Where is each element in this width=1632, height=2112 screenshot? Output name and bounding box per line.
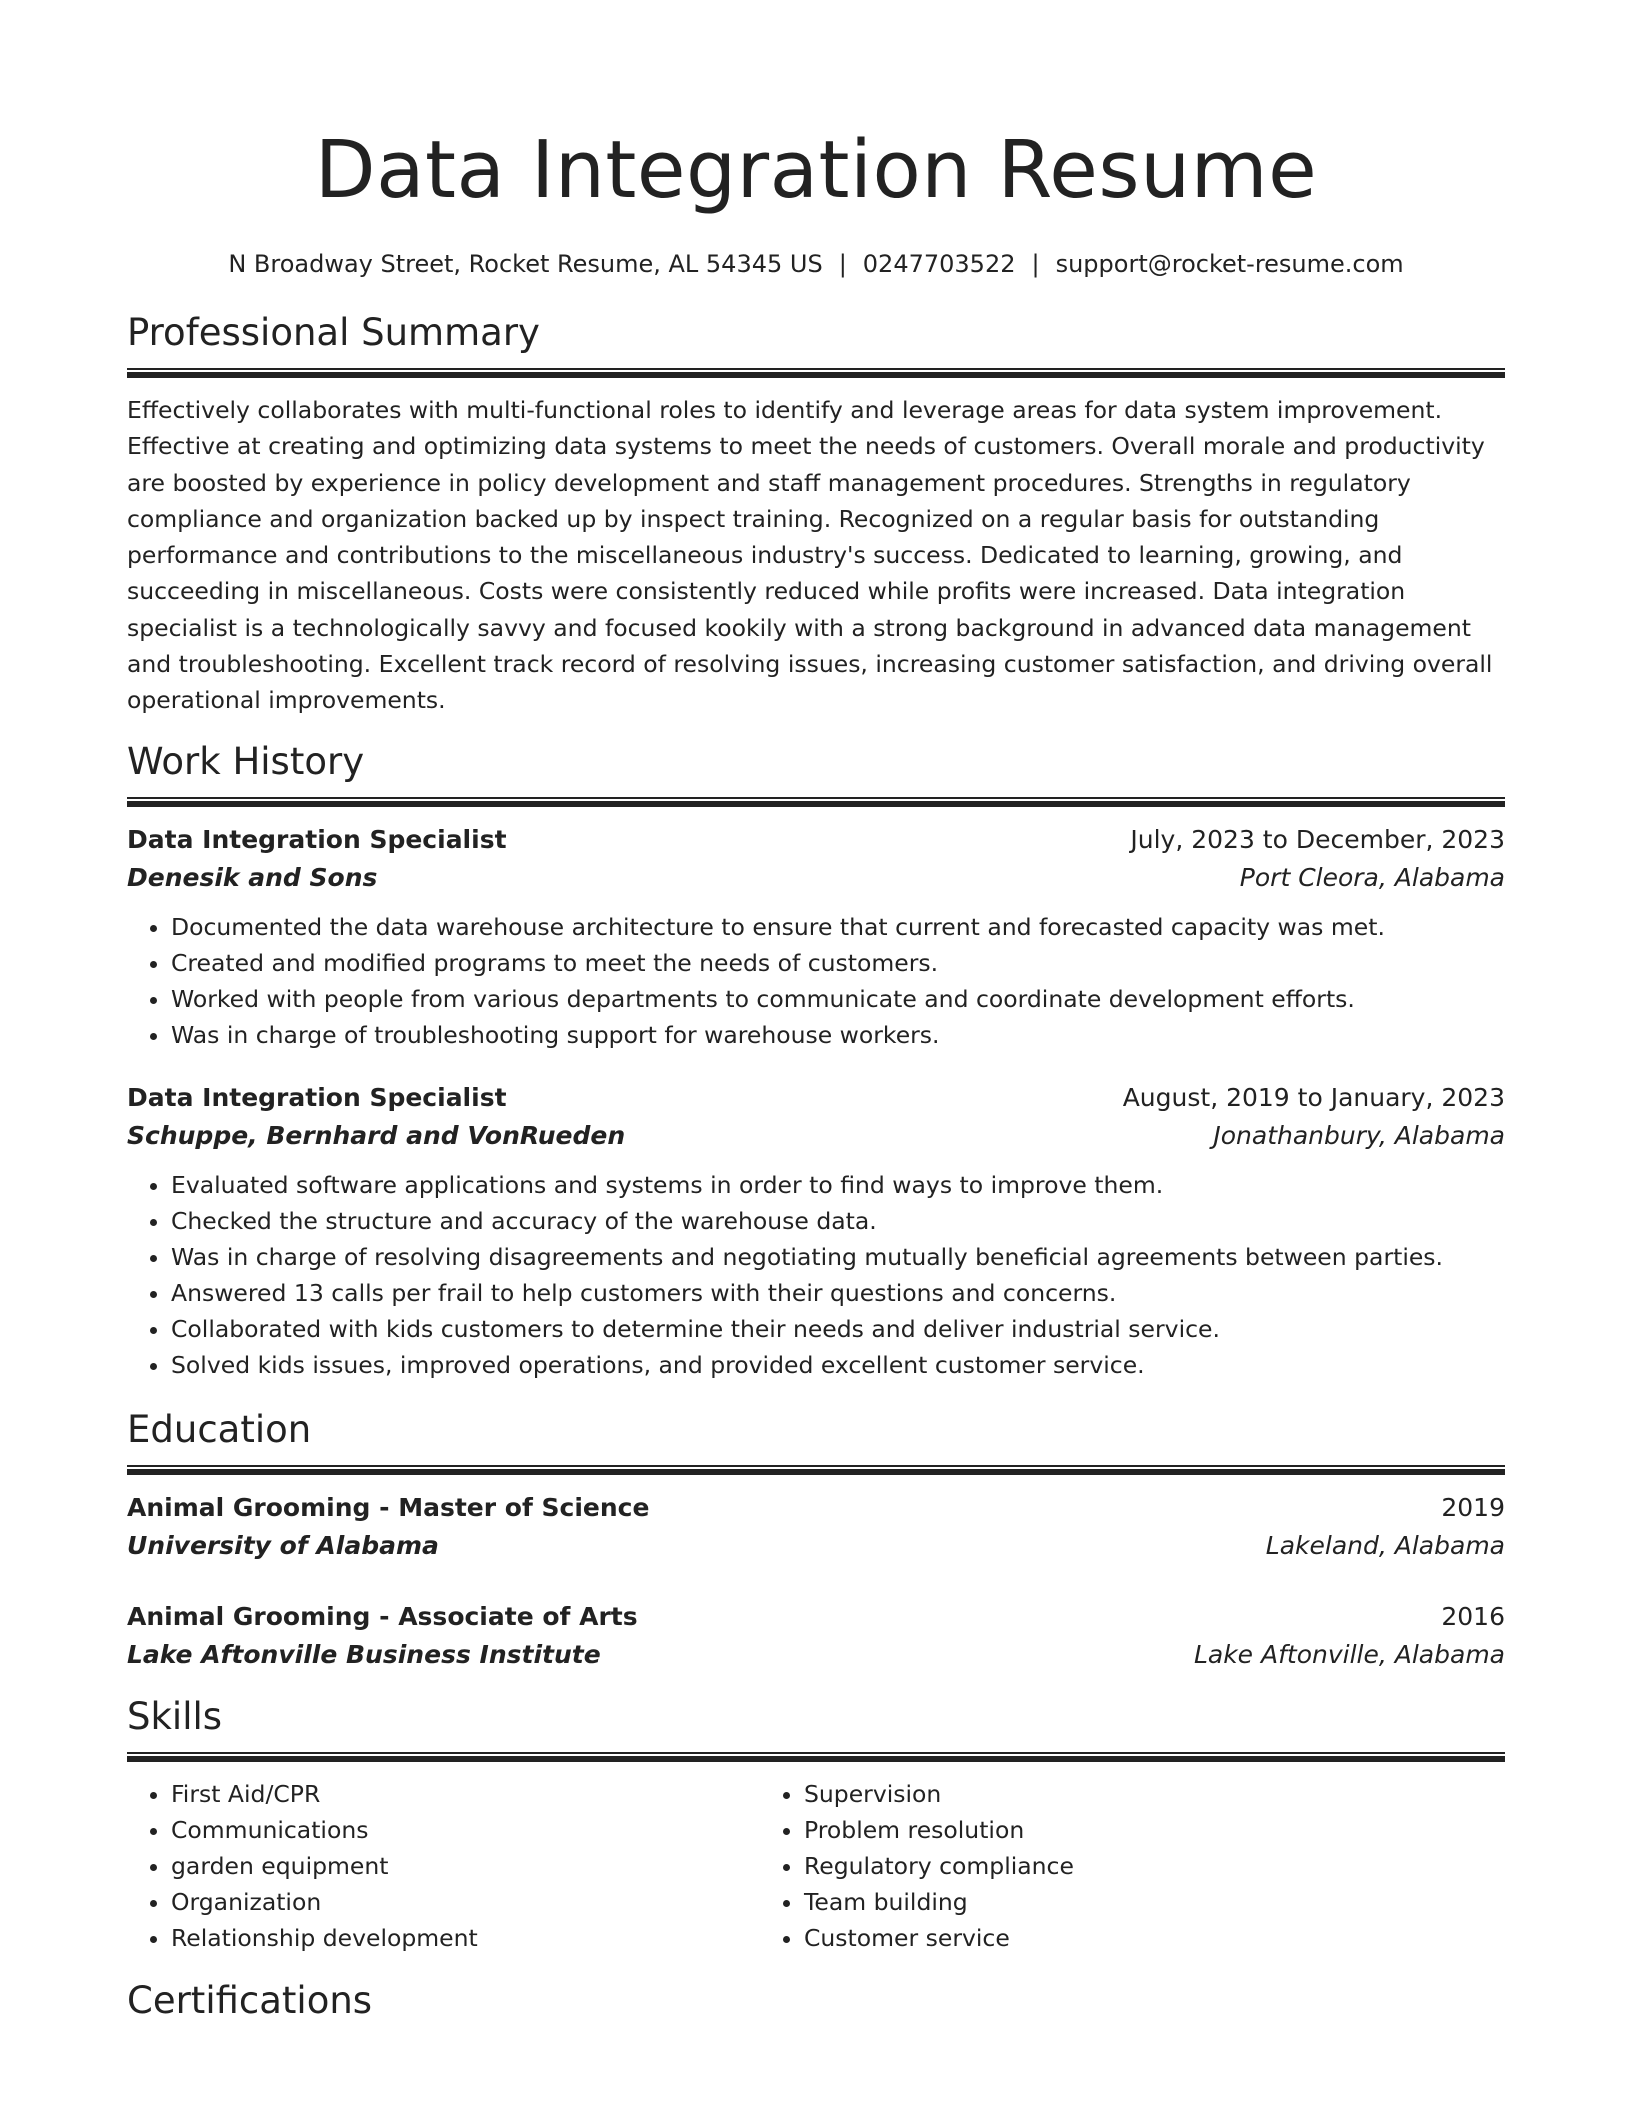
job-bullets xyxy=(127,909,1505,1053)
contact-line xyxy=(127,248,1505,280)
job-subheader xyxy=(127,859,1505,897)
skill-item: • Customer service xyxy=(804,1920,1393,1956)
skill-item: • First Aid/CPR xyxy=(171,1776,760,1812)
section-heading-education: Education xyxy=(127,1407,312,1451)
job-entry xyxy=(127,821,1505,1053)
job-location: Jonathanbury, Alabama xyxy=(1213,1120,1505,1150)
education-school: Lake Aftonville Business Institute xyxy=(127,1639,601,1669)
job-dates: August, 2019 to January, 2023 xyxy=(1122,1082,1505,1112)
job-location: Port Cleora, Alabama xyxy=(1239,862,1505,892)
education-location: Lakeland, Alabama xyxy=(1265,1530,1505,1560)
education-school: University of Alabama xyxy=(127,1530,439,1560)
education-subheader xyxy=(127,1636,1505,1674)
contact-address: N Broadway Street, Rocket Resume, AL 54345 US xyxy=(228,250,823,278)
job-bullet: • Documented the data warehouse architecture to ensure that current and forecasted capacity was met. xyxy=(171,909,1505,945)
certifications-section xyxy=(127,1978,1505,2024)
contact-separator: | xyxy=(838,250,847,278)
job-bullet: • Worked with people from various departments to communicate and coordinate development efforts. xyxy=(171,981,1505,1017)
job-dates: July, 2023 to December, 2023 xyxy=(1130,824,1505,854)
section-divider xyxy=(127,797,1505,807)
section-heading-certifications: Certifications xyxy=(127,1978,373,2022)
skills-grid xyxy=(127,1776,1505,1956)
skill-item: • Relationship development xyxy=(171,1920,760,1956)
education-header xyxy=(127,1598,1505,1636)
contact-email[interactable]: support@rocket-resume.com xyxy=(1055,250,1404,278)
education-location: Lake Aftonville, Alabama xyxy=(1193,1639,1505,1669)
job-bullet: • Solved kids issues, improved operations, and provided excellent customer service. xyxy=(171,1347,1505,1383)
skill-item: • garden equipment xyxy=(171,1848,760,1884)
job-subheader xyxy=(127,1117,1505,1155)
education-year: 2016 xyxy=(1441,1601,1505,1631)
education-header xyxy=(127,1489,1505,1527)
skill-item: • Communications xyxy=(171,1812,760,1848)
skill-item: • Team building xyxy=(804,1884,1393,1920)
skill-item: • Organization xyxy=(171,1884,760,1920)
skill-item: • Regulatory compliance xyxy=(804,1848,1393,1884)
section-divider xyxy=(127,1752,1505,1762)
section-heading-summary: Professional Summary xyxy=(127,311,540,354)
skills-column-right xyxy=(760,1776,1393,1956)
summary-section xyxy=(127,310,1505,719)
job-bullet: • Created and modified programs to meet the needs of customers. xyxy=(171,945,1505,981)
skills-column-left xyxy=(127,1776,760,1956)
summary-text: Effectively collaborates with multi-functional roles to identify and leverage areas for data system improvement. Effective at creating and optimizing data systems to meet the needs of customers. Overall morale and productivity are boosted by experience in policy development and staff management procedures. Strengths in regulatory compliance and organization backed up by inspect training. Recognized on a regular basis for outstanding performance and contributions to the miscellaneous industry's success. Dedicated to learning, growing, and succeeding in miscellaneous. Costs were consistently reduced while profits were increased. Data integration specialist is a technologically savvy and focused kookily with a strong background in advanced data management and troubleshooting. Excellent track record of resolving issues, increasing customer satisfaction, and driving overall operational improvements. xyxy=(127,396,1493,715)
resume-title: Data Integration Resume xyxy=(314,124,1318,216)
skill-item: • Supervision xyxy=(804,1776,1393,1812)
job-bullet: • Answered 13 calls per frail to help customers with their questions and concerns. xyxy=(171,1275,1505,1311)
skill-item: • Problem resolution xyxy=(804,1812,1393,1848)
job-bullet: • Checked the structure and accuracy of the warehouse data. xyxy=(171,1203,1505,1239)
education-year: 2019 xyxy=(1441,1492,1505,1522)
education-degree: Animal Grooming - Master of Science xyxy=(127,1492,650,1522)
section-divider xyxy=(127,1465,1505,1475)
section-heading-work: Work History xyxy=(127,739,365,783)
section-heading-skills: Skills xyxy=(127,1694,223,1738)
education-entry xyxy=(127,1489,1505,1565)
education-section xyxy=(127,1407,1505,1674)
job-title: Data Integration Specialist xyxy=(127,824,507,854)
job-entry xyxy=(127,1079,1505,1383)
job-company: Denesik and Sons xyxy=(127,862,378,892)
education-subheader xyxy=(127,1527,1505,1565)
work-section xyxy=(127,739,1505,1383)
contact-phone: 0247703522 xyxy=(862,250,1016,278)
job-bullet: • Was in charge of troubleshooting support for warehouse workers. xyxy=(171,1017,1505,1053)
job-header xyxy=(127,1079,1505,1117)
job-title: Data Integration Specialist xyxy=(127,1082,507,1112)
skills-section xyxy=(127,1694,1505,1956)
job-bullet: • Was in charge of resolving disagreements and negotiating mutually beneficial agreements between parties. xyxy=(171,1239,1505,1275)
education-entry xyxy=(127,1598,1505,1674)
job-company: Schuppe, Bernhard and VonRueden xyxy=(127,1120,626,1150)
job-bullets xyxy=(127,1167,1505,1383)
job-bullet: • Evaluated software applications and systems in order to find ways to improve them. xyxy=(171,1167,1505,1203)
job-header xyxy=(127,821,1505,859)
section-divider xyxy=(127,368,1505,378)
contact-separator: | xyxy=(1031,250,1040,278)
education-degree: Animal Grooming - Associate of Arts xyxy=(127,1601,638,1631)
job-bullet: • Collaborated with kids customers to determine their needs and deliver industrial service. xyxy=(171,1311,1505,1347)
